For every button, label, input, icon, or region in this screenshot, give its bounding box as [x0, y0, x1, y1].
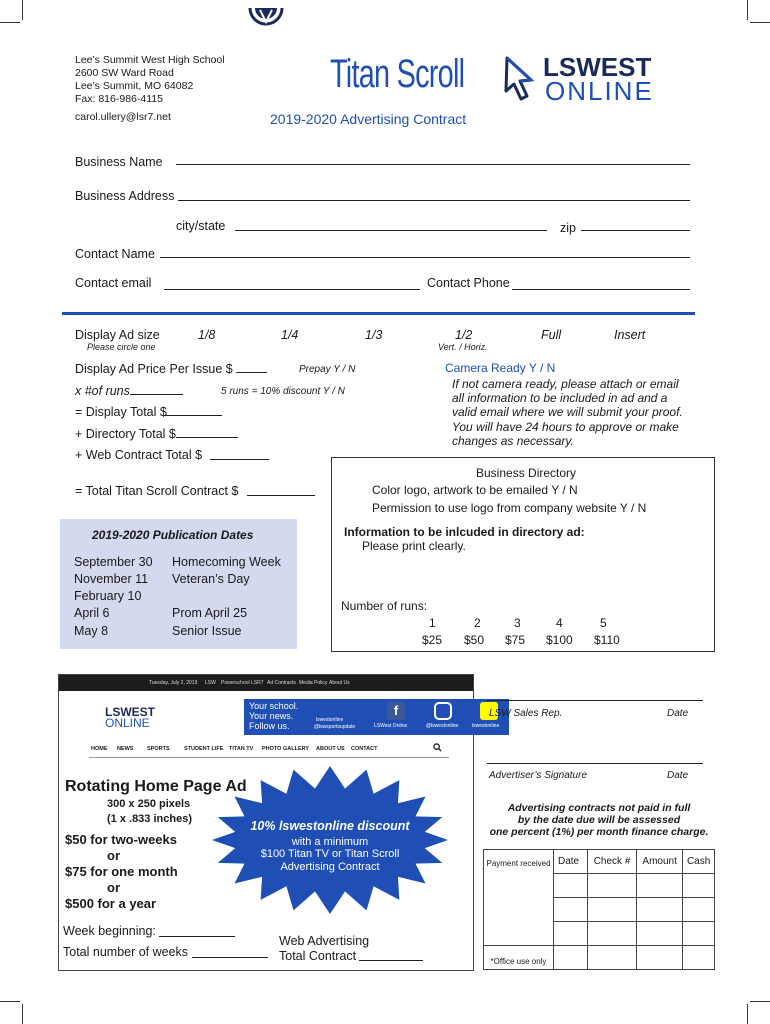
camera-ready-title[interactable]: Camera Ready Y / N — [445, 361, 556, 375]
school-city: Lee’s Summit, MO 64082 — [75, 80, 194, 92]
payment-cell[interactable] — [683, 898, 715, 922]
web-total-label: + Web Contract Total $ — [75, 448, 203, 462]
pub-event: Prom April 25 — [172, 606, 248, 620]
total-weeks-label: Total number of weeks — [63, 945, 189, 959]
website-nav-link: Ad Contracts — [267, 680, 296, 686]
office-use-label — [484, 946, 554, 970]
payment-cell[interactable] — [683, 874, 715, 898]
camera-ready-line: valid email where we will submit your proof. — [452, 405, 683, 419]
web-ad-size-in: (1 x .833 inches) — [107, 813, 192, 825]
web-ad-price: $500 for a year — [65, 896, 157, 911]
ad-size-option[interactable]: 1/2 — [455, 328, 473, 342]
total-weeks-field[interactable] — [192, 957, 268, 958]
business-address-label: Business Address — [75, 189, 175, 203]
directory-color-logo[interactable]: Color logo, artwork to be emailed Y / N — [372, 483, 578, 497]
search-icon — [433, 743, 442, 752]
web-ad-price: $75 for one month — [65, 864, 178, 879]
pub-event: Senior Issue — [172, 624, 242, 638]
school-address — [75, 54, 225, 124]
payment-cell[interactable] — [588, 922, 637, 946]
contact-name-label: Contact Name — [75, 247, 155, 261]
camera-ready-line: all information to be included in ad and a — [452, 391, 668, 405]
crop-mark — [747, 0, 748, 20]
pub-date: February 10 — [74, 589, 142, 603]
payment-cell[interactable] — [554, 946, 588, 970]
business-directory-box — [331, 457, 715, 652]
table-row — [484, 850, 715, 874]
business-name-field[interactable] — [176, 164, 690, 165]
pub-date: May 8 — [74, 624, 109, 638]
web-ad-price: $50 for two-weeks — [65, 832, 177, 847]
price-per-issue-label: Display Ad Price Per Issue $ — [75, 362, 233, 376]
directory-info-title: Information to be inlcuded in directory ad: — [344, 525, 585, 539]
school-seal-icon — [248, 0, 284, 34]
payment-cell[interactable] — [554, 874, 588, 898]
contact-name-field[interactable] — [160, 257, 690, 258]
school-street: 2600 SW Ward Road — [75, 67, 174, 79]
prepay-label[interactable]: Prepay Y / N — [299, 364, 356, 375]
banner-line: Follow us. — [249, 721, 290, 731]
website-nav-link: Powerschool — [221, 680, 250, 686]
web-total-contract-label: Total Contract — [279, 949, 357, 963]
payment-cell[interactable] — [554, 922, 588, 946]
directory-run-number[interactable]: 3 — [514, 616, 521, 630]
web-ad-price-or: or — [107, 880, 120, 895]
directory-info-hint: Please print clearly. — [362, 539, 466, 553]
advertiser-signature-line[interactable] — [487, 763, 703, 764]
page-subtitle: 2019-2020 Advertising Contract — [270, 111, 467, 127]
payment-received-label — [484, 850, 554, 946]
crop-mark — [0, 1001, 20, 1002]
pub-event: Homecoming Week — [172, 555, 281, 569]
directory-run-number[interactable]: 4 — [556, 616, 563, 630]
discount-burst-line: $100 Titan TV or Titan Scroll — [260, 848, 400, 860]
web-total-field[interactable] — [210, 459, 269, 460]
directory-runs-label: Number of runs: — [341, 599, 428, 613]
directory-run-price[interactable]: $100 — [546, 633, 573, 647]
crop-mark — [750, 1001, 770, 1002]
payment-col-header: Amount — [637, 850, 683, 874]
banner-line: Your news. — [249, 711, 294, 721]
titan-total-field[interactable] — [247, 495, 315, 496]
website-nav-link: About Us — [329, 680, 350, 686]
website-menu-item: CONTACT — [351, 746, 378, 752]
display-total-field[interactable] — [165, 415, 222, 416]
website-menu-item: TITAN TV — [229, 746, 254, 752]
website-menu-item: NEWS — [117, 746, 134, 752]
directory-run-price[interactable]: $50 — [464, 633, 485, 647]
office-use-text: *Office use only — [490, 957, 547, 966]
directory-title: Business Directory — [476, 466, 577, 480]
website-nav-date: Tuesday, July 2, 2019 — [149, 680, 198, 686]
directory-run-price[interactable]: $75 — [505, 633, 526, 647]
website-logo-top: LSWEST — [105, 705, 155, 719]
payment-col-header: Cash — [683, 850, 715, 874]
logo-bottom-text: ONLINE — [545, 76, 654, 106]
website-nav-link: Media Policy — [299, 680, 328, 686]
week-beginning-field[interactable] — [159, 936, 235, 937]
discount-burst-title: 10% lswestonline discount — [250, 819, 410, 833]
directory-total-field[interactable] — [176, 437, 238, 438]
pub-date: November 11 — [74, 572, 149, 586]
website-menu-item: HOME — [91, 746, 108, 752]
zip-field[interactable] — [581, 230, 690, 231]
banner-handle: lswestonline — [316, 717, 344, 723]
sales-rep-signature-line[interactable] — [487, 700, 703, 701]
pub-date: September 30 — [74, 555, 153, 569]
ad-size-hint: Please circle one — [87, 342, 156, 352]
week-beginning-label: Week beginning: — [63, 924, 156, 938]
ad-size-option[interactable]: 1/3 — [365, 328, 383, 342]
school-email: carol.ullery@lsr7.net — [75, 111, 171, 123]
banner-handle: lswestonline — [472, 723, 500, 729]
payment-cell[interactable] — [637, 946, 683, 970]
website-logo — [91, 705, 155, 730]
publication-dates-box — [60, 519, 297, 649]
ad-size-option[interactable]: Full — [541, 328, 562, 342]
ad-size-option[interactable]: Insert — [614, 328, 646, 342]
website-nav-link: LSW — [205, 680, 216, 686]
directory-run-price[interactable]: $25 — [422, 633, 443, 647]
web-ad-price-or: or — [107, 848, 120, 863]
payment-cell[interactable] — [588, 898, 637, 922]
payment-cell[interactable] — [637, 898, 683, 922]
half-orientation-note: Vert. / Horiz. — [438, 342, 488, 352]
advertiser-signature-label: Advertiser’s Signature — [489, 770, 588, 781]
directory-run-number[interactable]: 5 — [600, 616, 607, 630]
payment-table — [483, 849, 715, 970]
price-per-issue-field[interactable] — [236, 372, 267, 373]
contact-email-field[interactable] — [164, 289, 420, 290]
finance-notice: one percent (1%) per month finance charge. — [489, 826, 709, 838]
web-ad-size-px: 300 x 250 pixels — [107, 798, 191, 810]
ad-size-option[interactable]: 1/8 — [198, 328, 216, 342]
instagram-icon — [434, 702, 452, 720]
facebook-icon: f — [387, 702, 405, 720]
crop-mark — [0, 22, 20, 23]
website-menu-item: PHOTO GALLERY — [262, 746, 310, 752]
pub-event: Veteran’s Day — [172, 572, 250, 586]
school-fax: Fax: 816-986-4115 — [75, 93, 163, 105]
banner-handle: LSWest Online — [374, 723, 408, 729]
page-title: Titan Scroll — [330, 52, 465, 96]
payment-cell[interactable] — [554, 898, 588, 922]
runs-field[interactable] — [130, 394, 183, 395]
payment-cell[interactable] — [588, 874, 637, 898]
crop-mark — [747, 1004, 748, 1024]
payment-cell[interactable] — [683, 922, 715, 946]
display-total-label: = Display Total $ — [75, 405, 167, 419]
sales-rep-label: LSW Sales Rep. — [489, 708, 563, 719]
website-top-nav — [59, 675, 473, 691]
banner-line: Your school. — [249, 701, 299, 711]
sales-rep-date-label: Date — [667, 708, 689, 719]
table-row — [484, 946, 715, 970]
lswest-online-logo — [493, 52, 673, 106]
directory-run-number[interactable]: 1 — [429, 616, 436, 630]
website-menu-item: ABOUT US — [316, 746, 345, 752]
finance-notice: Advertising contracts not paid in full — [507, 802, 691, 814]
website-menu-item: SPORTS — [147, 746, 170, 752]
business-name-label: Business Name — [75, 155, 163, 169]
payment-col-header: Check # — [588, 850, 637, 874]
school-name: Lee’s Summit West High School — [75, 54, 225, 66]
discount-burst-line: with a minimum — [291, 836, 369, 848]
website-nav-link: LSR7 — [251, 680, 264, 686]
camera-ready-line: changes as necessary. — [452, 434, 574, 448]
directory-total-label: + Directory Total $ — [75, 427, 176, 441]
payment-cell[interactable] — [637, 922, 683, 946]
directory-run-price[interactable]: $110 — [594, 633, 620, 647]
banner-handle: @lswestonline — [426, 723, 459, 729]
contact-phone-field[interactable] — [512, 289, 690, 290]
section-divider — [62, 312, 695, 315]
directory-permission[interactable]: Permission to use logo from company website Y / N — [372, 501, 647, 515]
website-menu-underline — [89, 757, 449, 758]
contact-phone-label: Contact Phone — [427, 276, 510, 290]
web-advertising-label: Web Advertising — [279, 934, 370, 948]
contact-email-label: Contact email — [75, 276, 152, 290]
payment-cell[interactable] — [637, 874, 683, 898]
discount-label[interactable]: 5 runs = 10% discount Y / N — [221, 386, 345, 397]
titan-total-label: = Total Titan Scroll Contract $ — [75, 484, 239, 498]
runs-label: x #of runs — [75, 384, 130, 398]
finance-notice: by the date due will be assessed — [517, 814, 681, 826]
payment-col-header: Date — [554, 850, 588, 874]
city-state-label: city/state — [176, 219, 226, 233]
website-menu-item: STUDENT LIFE — [184, 746, 224, 752]
crop-mark — [22, 1004, 23, 1024]
advertiser-date-label: Date — [667, 770, 689, 781]
web-total-contract-field[interactable] — [359, 960, 423, 961]
payment-cell[interactable] — [588, 946, 637, 970]
pub-date: April 6 — [74, 606, 110, 620]
crop-mark — [750, 22, 770, 23]
city-state-field[interactable] — [235, 230, 547, 231]
web-ad-title: Rotating Home Page Ad — [65, 778, 247, 795]
publication-title: 2019-2020 Publication Dates — [92, 528, 254, 542]
ad-size-option[interactable]: 1/4 — [281, 328, 299, 342]
ad-size-label: Display Ad size — [75, 328, 160, 342]
payment-cell[interactable] — [683, 946, 715, 970]
payment-received-text: Payment received — [486, 859, 551, 868]
cursor-logo-icon — [493, 54, 543, 104]
directory-run-number[interactable]: 2 — [474, 616, 481, 630]
discount-burst-line: Advertising Contract — [280, 861, 380, 873]
camera-ready-line: You will have 24 hours to approve or make — [452, 420, 679, 434]
camera-ready-line: If not camera ready, please attach or email — [452, 377, 679, 391]
zip-label: zip — [560, 221, 576, 235]
business-address-field[interactable] — [178, 200, 690, 201]
banner-handle: @lswsportsupdate — [314, 724, 356, 730]
website-logo-bottom: ONLINE — [105, 716, 150, 730]
crop-mark — [22, 0, 23, 20]
website-banner — [244, 699, 509, 735]
logo-top-text: LSWEST — [543, 52, 652, 82]
directory-info-area[interactable] — [342, 556, 702, 596]
